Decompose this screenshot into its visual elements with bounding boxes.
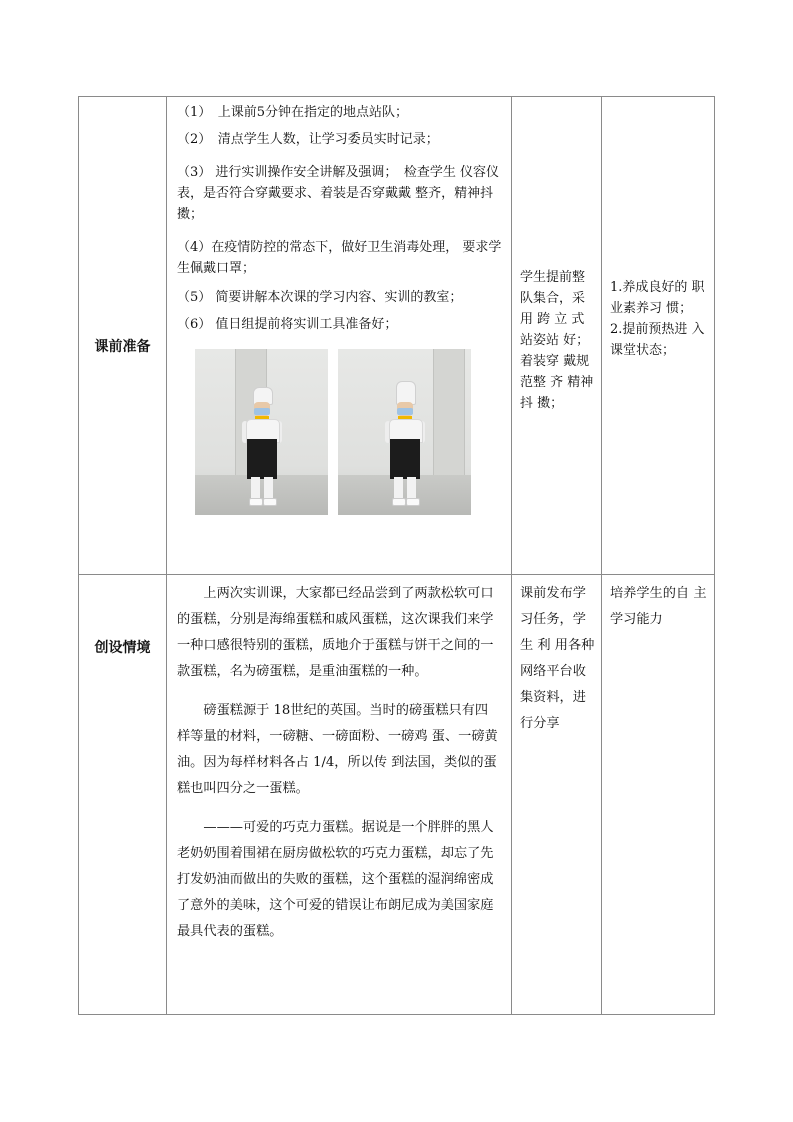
student-activity-scenario: 课前发布学习任务，学 生 利 用各种 网络平台收集资料，进行分享 [512,575,602,1015]
goals-prep [602,97,715,575]
photo-group [177,349,505,515]
table-row-prep [79,97,715,575]
scenario-paragraph-3: ———可爱的巧克力蛋糕。据说是一个胖胖的黑人老奶奶围着围裙在厨房做松软的巧克力蛋糕，却忘了先打发奶油而做出的失败的蛋糕，这个蛋糕的湿润绵密成了意外的美味，这个可爱的错误让布朗尼成为美国家庭最具代表的蛋糕。 [177,820,494,939]
row-label-scenario: 创设情境 [79,575,167,1015]
prep-item-1: （1） 上课前5分钟在指定的地点站队； [177,105,409,120]
prep-item-6: （6） 值日组提前将实训工具准备好； [177,317,398,332]
goal-prep-1: 1.养成良好的 职业素养习 惯； [610,279,705,316]
table-row-scenario [79,575,715,1015]
lesson-plan-table [78,96,715,1015]
student-photo-side [338,349,471,515]
goals-scenario: 培养学生的自 主学习能力 [602,575,715,1015]
prep-item-2: （2） 清点学生人数，让学习委员实时记录； [177,132,439,147]
goal-prep-2: 2.提前预热进 入课堂状态； [610,321,705,358]
student-activity-prep: 学生提前整队集合，采 用 跨 立 式站姿站 好；着装穿 戴规范整 齐 精神抖 擞； [512,97,602,575]
prep-item-3: （3） 进行实训操作安全讲解及强调； 检查学生 仪容仪表，是否符合穿戴要求、着装是否穿戴戴 整齐，精神抖擞； [177,165,500,222]
student-photo-front [195,349,328,515]
row-label-prep: 课前准备 [79,97,167,575]
prep-content [167,97,512,575]
prep-item-4: （4）在疫情防控的常态下，做好卫生消毒处理， 要求学生佩戴口罩； [177,240,502,276]
prep-item-5: （5） 简要讲解本次课的学习内容、实训的教室； [177,290,463,305]
scenario-paragraph-1: 上两次实训课，大家都已经品尝到了两款松软可口的蛋糕，分别是海绵蛋糕和戚风蛋糕，这次课我们来学一种口感很特别的蛋糕，质地介于蛋糕与饼干之间的一款蛋糕，名为磅蛋糕，是重油蛋糕的一种。 [177,586,494,679]
scenario-paragraph-2: 磅蛋糕源于 18世纪的英国。当时的磅蛋糕只有四样等量的材料，一磅糖、一磅面粉、一磅鸡 蛋、一磅黄油。因为每样材料各占 1/4，所以传 到法国，类似的蛋糕也叫四分之一蛋糕。 [177,703,498,796]
scenario-content [167,575,512,1015]
